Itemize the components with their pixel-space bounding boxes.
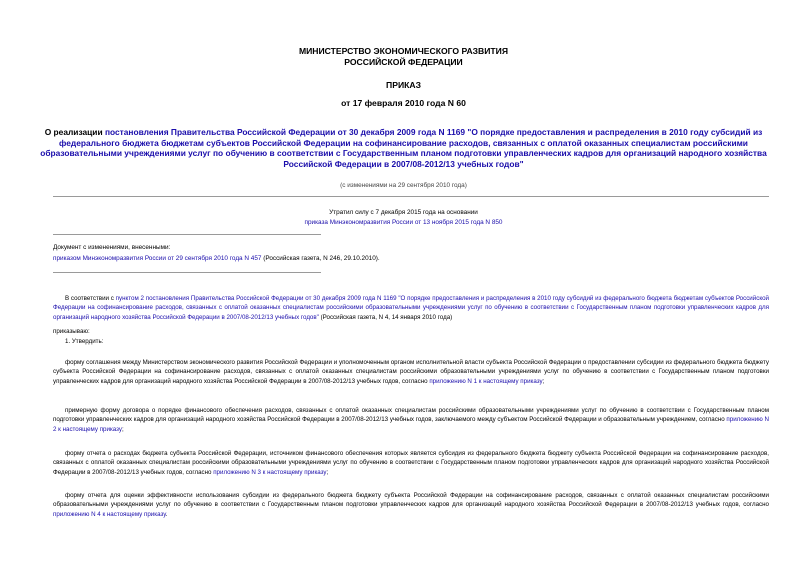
divider [53, 234, 321, 235]
list-item: форму соглашения между Министерством экономического развития Российской Федерации и уполномоченным органом исполнительной власти субъекта Российской Федерации о предоставлении субсидии из федерального бюджета бюджету субъекта Российской Федерации на софинансирование расходов, связанных с оплатой оказанных специалистам российскими образовательными учреждениями услуг по обучению в соответствии с Государственным планом подготовки управленческих кадров для организаций народного хозяйства Российской Федерации в 2007/08-2012/13 учебных годов, согласно приложению N 1 к настоящему приказу; [53, 359, 769, 385]
changes-note: (с изменениями на 29 сентября 2010 года) [340, 182, 467, 189]
validity-link[interactable]: приказа Минэкономразвития России от 13 ноября 2015 года N 850 [304, 219, 503, 226]
ministry-name [0, 46, 807, 68]
document-date-number: от 17 февраля 2010 года N 60 [341, 98, 466, 108]
ministry-line-1: МИНИСТЕРСТВО ЭКОНОМИЧЕСКОГО РАЗВИТИЯ [298, 46, 509, 56]
appendix-3-link[interactable]: приложению N 3 к настоящему приказу [213, 468, 327, 476]
preamble-paragraph [53, 294, 769, 322]
preamble-prefix: В соответствии с [65, 295, 116, 302]
appendix-1-link[interactable]: приложению N 1 к настоящему приказу [429, 377, 543, 385]
divider [53, 196, 769, 197]
list-item: примерную форму договора о порядке финансового обеспечения расходов, связанных с оплатой оказанных специалистам российскими образовательными учреждениями услуг по обучению в соответствии с Государственным планом подготовки управленческих кадров для организаций народного хозяйства Российской Федерации в 2007/08-2012/13 учебных годов, заключаемого между субъектом Российской Федерации и образовательным учреждением, согласно приложению N 2 к настоящему приказу; [53, 407, 769, 433]
preamble-link[interactable]: пунктом 2 постановления Правительства Российской Федерации от 30 декабря 2009 года N 1169 "О порядке предоставления и распределения в 2010 году субсидий из федерального бюджета бюджетам субъектов Российской Федерации на софинансирование расходов, связанных с оплатой оказанных специалистам российскими образовательными учреждениями услуг по обучению в соответствии с Государственным планом подготовки управленческих кадров для организаций народного хозяйства Российской Федерации в 2007/08-2012/13 учебных годов" [53, 295, 769, 321]
amendment-source: (Российская газета, N 246, 29.10.2010). [261, 254, 380, 262]
list-item: форму отчета о расходах бюджета субъекта Российской Федерации, источником финансового обеспечения которых является субсидия из федерального бюджета бюджету субъекта Российской Федерации на софинансирование расходов, связанных с оплатой оказанных специалистам российскими образовательными учреждениями услуг по обучению в соответствии с Государственным планом подготовки управленческих кадров для организаций народного хозяйства Российской Федерации в 2007/08-2012/13 учебных годов, согласно приложению N 3 к настоящему приказу; [53, 450, 769, 476]
title-resolution-link[interactable]: постановления Правительства Российской Федерации от 30 декабря 2009 года N 1169 "О порядке предоставления и распределения в 2010 году субсидий из федерального бюджета бюджетам субъектов Российской Федерации на софинансирование расходов, связанных с оплатой оказанных специалистам российскими образовательными учреждениями услуг по обучению в соответствии с Государственным планом подготовки управленческих кадров для организаций народного хозяйства Российской Федерации в 2007/08-2012/13 учебных годов" [40, 127, 767, 169]
document-type: ПРИКАЗ [386, 80, 421, 90]
amendments-label: Документ с изменениями, внесенными: [53, 244, 171, 251]
amendments-block [53, 243, 380, 264]
validity-notice [0, 208, 807, 228]
order-word: приказываю: [53, 328, 90, 335]
document-title [26, 127, 781, 169]
list-item: форму отчета для оценки эффективности использования субсидии из федерального бюджета бюджету субъекта Российской Федерации на софинансирование расходов, связанных с оплатой оказанных специалистам российскими образовательными учреждениями услуг по обучению в соответствии с Государственным планом подготовки управленческих кадров для организаций народного хозяйства Российской Федерации в 2007/08-2012/13 учебных годов, согласно приложению N 4 к настоящему приказу. [53, 492, 769, 518]
title-prefix: О реализации [44, 127, 105, 137]
divider [53, 272, 321, 273]
amendment-link[interactable]: приказом Минэкономразвития России от 29 сентября 2010 года N 457 [53, 254, 262, 262]
approve-item: 1. Утвердить: [65, 338, 104, 345]
validity-line: Утратил силу с 7 декабря 2015 года на основании [329, 209, 478, 216]
appendix-2-link[interactable]: приложению N 2 к настоящему приказу [53, 416, 769, 433]
appendix-4-link[interactable]: приложению N 4 к настоящему приказу [53, 510, 166, 518]
preamble-source: (Российская газета, N 4, 14 января 2010 года) [318, 313, 453, 321]
ministry-line-2: РОССИЙСКОЙ ФЕДЕРАЦИИ [344, 57, 463, 67]
